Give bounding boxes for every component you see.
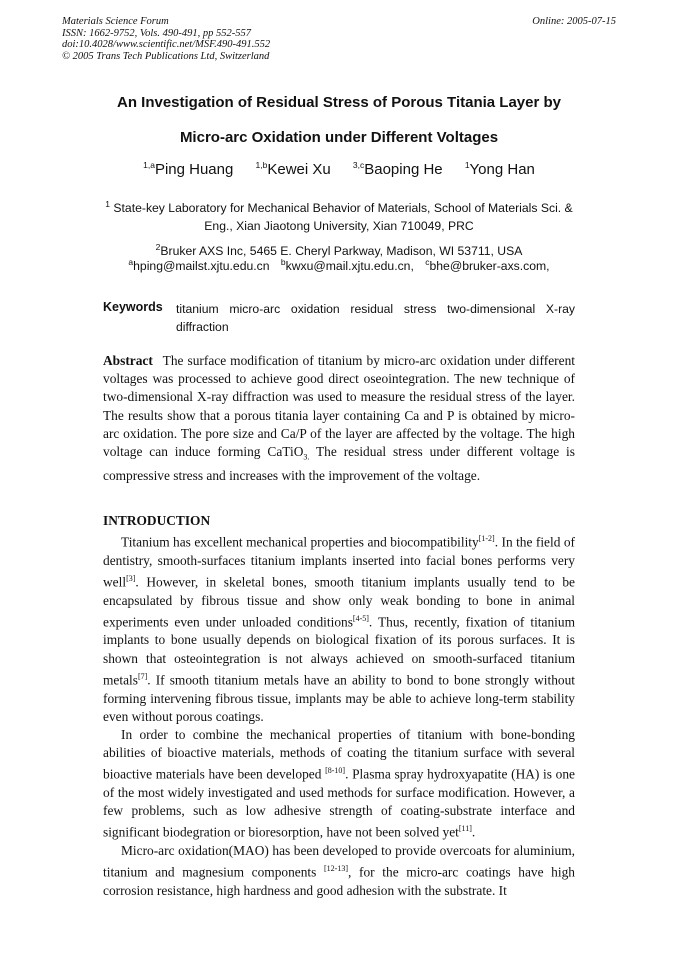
affiliation-mark: 1: [105, 199, 111, 209]
author: [256, 160, 331, 178]
citation: [4-5]: [352, 613, 369, 623]
email-mark: b: [280, 257, 286, 267]
text: Titanium has excellent mechanical properties and biocompatibility: [121, 534, 479, 550]
author-affiliation-mark: 1: [464, 160, 470, 170]
author-name: Kewei Xu: [267, 161, 331, 178]
author: [353, 160, 443, 178]
citation: [12-13]: [324, 864, 349, 874]
citation: [8-10]: [325, 766, 346, 776]
paragraph: [103, 842, 575, 900]
journal-name: Materials Science Forum: [62, 16, 169, 27]
citation: [3]: [126, 573, 136, 583]
author-name: Baoping He: [364, 161, 443, 178]
abstract: [103, 352, 575, 485]
section-heading: INTRODUCTION: [103, 513, 211, 528]
author-list: [90, 160, 588, 178]
text: . However, in skeletal bones, smooth titanium implants usually tend to be encapsulated by fibrous tissue and show only weak bonding to bone in animal experiments even under unloaded conditions: [103, 574, 575, 630]
author-affiliation-mark: 1,a: [143, 160, 155, 170]
keywords-label: Keywords: [103, 300, 163, 314]
keywords-text: titanium micro-arc oxidation residual stress two-dimensional X-ray diffraction: [176, 302, 575, 334]
author: [465, 160, 535, 178]
email-address[interactable]: hping@mailst.xjtu.edu.cn: [133, 259, 270, 274]
abstract-label: Abstract: [103, 353, 153, 368]
doi-line: doi:10.4028/www.scientific.net/MSF.490-491.552: [62, 39, 271, 50]
citation: [7]: [137, 671, 148, 681]
author-affiliation-mark: 3,c: [352, 160, 365, 170]
subscript: 3.: [303, 452, 310, 462]
text: . Thus, recently, fixation of titanium implants to bone usually depends on biological fixation of its porous surfaces. It is shown that osteointegration is not always achieved on smooth-surfaced titanium metals: [103, 614, 575, 688]
paragraph: [103, 530, 575, 726]
author-name: Ping Huang: [154, 161, 234, 178]
text: . Plasma spray hydroxyapatite (HA) is one of the most widely investigated and used methods for surface modification. However, a few problems, such as low adhesive strength of coating-substrate interface and significant biodegration or bioresorption, have not been solved yet: [103, 766, 575, 840]
text: In order to combine the mechanical properties of titanium with bone-bonding abilities of bioactive materials, methods of coating the titanium surface with several bioactive materials have been developed: [103, 726, 575, 782]
paragraph: [103, 726, 575, 842]
citation: [11]: [458, 824, 472, 834]
affiliation-text: State-key Laboratory for Mechanical Behavior of Materials, School of Materials Sci. & Eng., Xian Jiaotong University, Xian 710049, PRC: [113, 201, 573, 234]
email-mark: c: [425, 257, 430, 267]
text: . In the field of dentistry, smooth-surfaces titanium implants inserted into facial bones performs very well: [103, 534, 575, 590]
introduction-body: [103, 530, 575, 900]
text: . If smooth titanium metals have an ability to bond to bone strongly without forming intervening fibrous tissue, implants may be able to achieve long-term stability even without porous coatings.: [103, 672, 575, 724]
author: [143, 160, 233, 178]
online-date: Online: 2005-07-15: [532, 16, 616, 27]
journal-header: [62, 16, 270, 62]
email[interactable]: [281, 257, 414, 273]
affiliation-text: Bruker AXS Inc, 5465 E. Cheryl Parkway, Madison, WI 53711, USA: [160, 244, 523, 259]
author-affiliation-mark: 1,b: [255, 160, 268, 170]
issn-line: ISSN: 1662-9752, Vols. 490-491, pp 552-557: [62, 27, 251, 39]
text: .: [471, 824, 476, 840]
citation: [1-2]: [478, 534, 495, 543]
copyright-line: © 2005 Trans Tech Publications Ltd, Switzerland: [62, 50, 270, 62]
email-address[interactable]: bhe@bruker-axs.com,: [429, 259, 550, 274]
text: Micro-arc oxidation(MAO) has been developed to provide overcoats for aluminium, titanium and magnesium components: [103, 843, 575, 880]
text: , for the micro-arc coatings have high corrosion resistance, high hardness and good adhesion with the substrate. It: [103, 864, 575, 898]
abstract-text: The surface modification of titanium by micro-arc oxidation under different voltages was processed to achieve good direct oseointegration. The new technique of two-dimensional X-ray diffraction was used to measure the residual stress of the layer. The results show that a porous titania layer containing Ca and P is obtained by micro-arc oxidation. The pore size and Ca/P of the layer are affected by the voltage. The high voltage can induce forming CaTiO: [103, 353, 575, 460]
abstract-text: The residual stress under different voltage is compressive stress and increases with the improvement of the voltage.: [103, 444, 575, 483]
email[interactable]: [425, 257, 549, 273]
email[interactable]: [128, 257, 269, 273]
affiliation-1: [90, 195, 588, 235]
email-mark: a: [128, 257, 134, 267]
paper-title-line-1: An Investigation of Residual Stress of Porous Titania Layer by: [117, 94, 561, 111]
email-list: [90, 257, 588, 273]
author-name: Yong Han: [469, 161, 535, 178]
email-address[interactable]: kwxu@mail.xjtu.edu.cn,: [285, 259, 414, 274]
paper-title-line-2: Micro-arc Oxidation under Different Voltages: [179, 129, 499, 146]
affiliation-mark: 2: [155, 242, 161, 252]
